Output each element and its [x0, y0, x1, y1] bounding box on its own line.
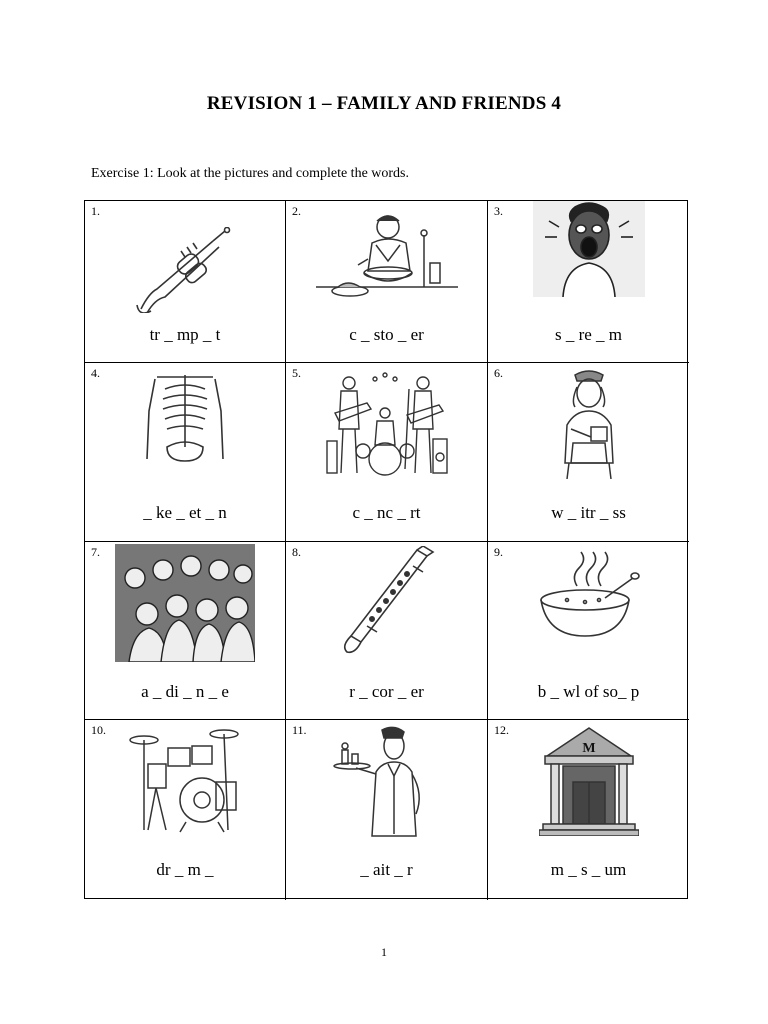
museum-icon — [539, 724, 639, 836]
exercise-cell-3 — [488, 201, 689, 363]
incomplete-word: c _ sto _ er — [349, 325, 424, 344]
exercise-cell-4 — [85, 363, 286, 542]
waitress-icon — [551, 367, 627, 479]
page-number: 1 — [381, 945, 387, 959]
item-number: 2. — [292, 204, 301, 218]
exercise-cell-8 — [286, 542, 488, 720]
customer-eating-icon — [312, 205, 462, 305]
item-number: 3. — [494, 204, 503, 218]
item-number: 5. — [292, 366, 301, 380]
item-number: 6. — [494, 366, 503, 380]
incomplete-word: c _ nc _ rt — [352, 503, 421, 522]
svg-text:M: M — [581, 741, 596, 756]
waiter-icon — [332, 724, 442, 842]
incomplete-word: tr _ mp _ t — [149, 325, 221, 344]
item-number: 8. — [292, 545, 301, 559]
exercise-cell-7 — [85, 542, 286, 720]
band-concert-icon — [325, 369, 449, 479]
item-number: 7. — [91, 545, 100, 559]
incomplete-word: b _ wl of so_ p — [537, 682, 640, 701]
exercise-cell-9 — [488, 542, 689, 720]
recorder-icon — [337, 546, 437, 654]
incomplete-word: m _ s _ um — [550, 860, 627, 879]
page-title: REVISION 1 – FAMILY AND FRIENDS 4 — [206, 93, 562, 114]
item-number: 10. — [91, 723, 106, 737]
exercise-cell-6 — [488, 363, 689, 542]
item-number: 4. — [91, 366, 100, 380]
skeleton-icon — [137, 371, 233, 463]
item-number: 9. — [494, 545, 503, 559]
exercise-grid — [84, 200, 688, 899]
incomplete-word: w _ itr _ ss — [551, 503, 626, 522]
incomplete-word: _ ke _ et _ n — [143, 503, 227, 522]
incomplete-word: r _ cor _ er — [349, 682, 424, 701]
exercise-cell-2 — [286, 201, 488, 363]
exercise-instruction: Exercise 1: Look at the pictures and complete the words. — [91, 166, 410, 181]
drum-kit-icon — [126, 724, 244, 836]
audience-icon — [115, 544, 255, 662]
exercise-cell-1 — [85, 201, 286, 363]
incomplete-word: dr _ m _ — [156, 860, 214, 879]
incomplete-word: a _ di _ n _ e — [141, 682, 229, 701]
item-number: 1. — [91, 204, 100, 218]
exercise-cell-5 — [286, 363, 488, 542]
item-number: 12. — [494, 723, 509, 737]
incomplete-word: _ ait _ r — [360, 860, 413, 879]
exercise-cell-11 — [286, 720, 488, 900]
trumpet-icon — [135, 227, 235, 313]
exercise-cell-12 — [488, 720, 689, 900]
exercise-cell-10 — [85, 720, 286, 900]
item-number: 11. — [292, 723, 307, 737]
soup-bowl-icon — [537, 550, 641, 642]
screaming-boy-icon — [533, 201, 645, 297]
incomplete-word: s _ re _ m — [554, 325, 623, 344]
